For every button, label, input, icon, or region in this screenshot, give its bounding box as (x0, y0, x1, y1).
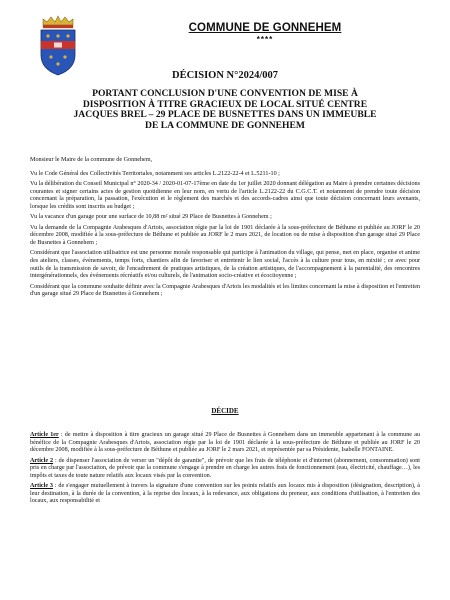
title-line: DISPOSITION À TITRE GRACIEUX DE LOCAL SITUÉ CENTRE (82, 98, 368, 110)
article-text: : de s'engager mutuellement à travers la signature d'une convention sur les points relatifs aux locaux mis à disposition (désignation, description), à leur destination, à la durée de la convention, à la reprise des locaux, à la redevance, aux obligations du preneur, aux conditions d'utilisation, à l'entretien des locaux, aux responsabilité et (30, 483, 420, 505)
decide-heading: DÉCIDE (211, 407, 239, 415)
decision-title (30, 89, 420, 131)
articles (30, 432, 420, 509)
decision-number: DÉCISION N°2024/007 (171, 70, 278, 81)
preamble (30, 157, 420, 302)
preamble-paragraph: Monsieur le Maire de la commune de Gonnehem, (30, 157, 153, 163)
commune-name: COMMUNE DE GONNEHEM (188, 22, 342, 34)
preamble-paragraph: Considérant que l'association utilisatrice est une personne morale responsable qui participe à l'animation du village, qui pense, met en place, organise et anime des ateliers, classes, évènements, temps forts, chantiers afin de favoriser et entretenir le lien social, l'accès à la culture pour tous, en mixité ; ce avec pour outils de la transmission de savoir, de l'encadrement de pratiques artistiques, de la création artistiques, de l'accompagnement à la parentalité, des rencontres intergénérationnels, des événements récréatifs et/ou culturels, de l'animation socio-créative et écocitoyenne ; (30, 250, 420, 280)
article (30, 432, 420, 455)
preamble-paragraph: Vu la demande de la Compagnie Arabesques d'Artois, association régie par la loi de 1901 déclarée à la sous-préfecture de Béthune et publiée au JORF le 20 décembre 2008, modifiée à la sous-préfecture de Béthune et publiée au JORF le 2 mars 2021, de location ou de mise à disposition d'un garage situé 29 Place de Busnettes à Gonnehem ; (30, 224, 420, 246)
title-line: JACQUES BREL – 29 PLACE DE BUSNETTES DANS UN IMMEUBLE (73, 109, 377, 121)
coat-of-arms-icon (37, 15, 79, 77)
commune-header (150, 22, 380, 44)
preamble-paragraph: Vu la délibération du Conseil Municipal n° 2020-34 / 2020-01-07-17ème en date du 1er juillet 2020 donnant délégation au Maire à prendre certaines décisions courantes et signer certains actes de gestion quotidienne en leur nom, en vertu de l'article L.2122-22 du C.G.C.T. et notamment de prendre toute décision concernant la préparation, la passation, l'exécution et le règlement des marchés et des accords-cadres ainsi que toute décision concernant leurs avenants, lorsque les crédits sont inscrits au budget ; (30, 181, 420, 210)
title-line: PORTANT CONCLUSION D'UNE CONVENTION DE MISE À (92, 88, 358, 99)
article-label: Article 3 (30, 483, 53, 490)
commune-stars: **** (256, 35, 274, 44)
article-label: Article 2 (30, 457, 54, 464)
article (30, 458, 420, 481)
preamble-paragraph: Vu la vacance d'un garage pour une surface de 10,88 m² situé 29 Place de Busnettes à Gonnehem ; (30, 214, 272, 221)
article-text: : de mettre à disposition à titre gracieux un garage situé 29 Place de Busnettes à Gonnehem dans un immeuble appartenant à la commune au bénéfice de la Compagnie Arabesques d'Artois, association régie par la loi de 1901 déclarée à la sous-préfecture de Béthune et publiée au JORF le 20 décembre 2008, modifiée à la sous-préfecture de Béthune et publiée au JORF le 2 mars 2021, et représentée par sa Présidente, Isabelle FONTAINE. (30, 432, 420, 454)
preamble-paragraph: Vu le Code Général des Collectivités Territoriales, notamment ses articles L.2122-22-4 et L.5211-10 ; (30, 170, 280, 177)
title-line: DE LA COMMUNE DE GONNEHEM (145, 119, 305, 131)
article (30, 483, 420, 506)
article-text: : de dispenser l'association de verser un "dépôt de garantie", de prévoir que les frais de téléphonie et d'internet (abonnement, consommation) sont pris en charge par l'association, de prévoir que la commune s'engage à prendre en charge les autres frais de fonctionnement (eau, électricité, chauffage…), les impôts et taxes de toute nature relatifs aux locaux visés par la convention. (30, 457, 420, 479)
article-label: Article 1er (30, 432, 59, 438)
preamble-paragraph: Considérant que la commune souhaite définir avec la Compagnie Arabesques d'Artois les modalités et les limites concernant la mise à disposition et l'entretien d'un garage situé 29 Place de Busnettes à Gonnehem ; (30, 283, 420, 298)
